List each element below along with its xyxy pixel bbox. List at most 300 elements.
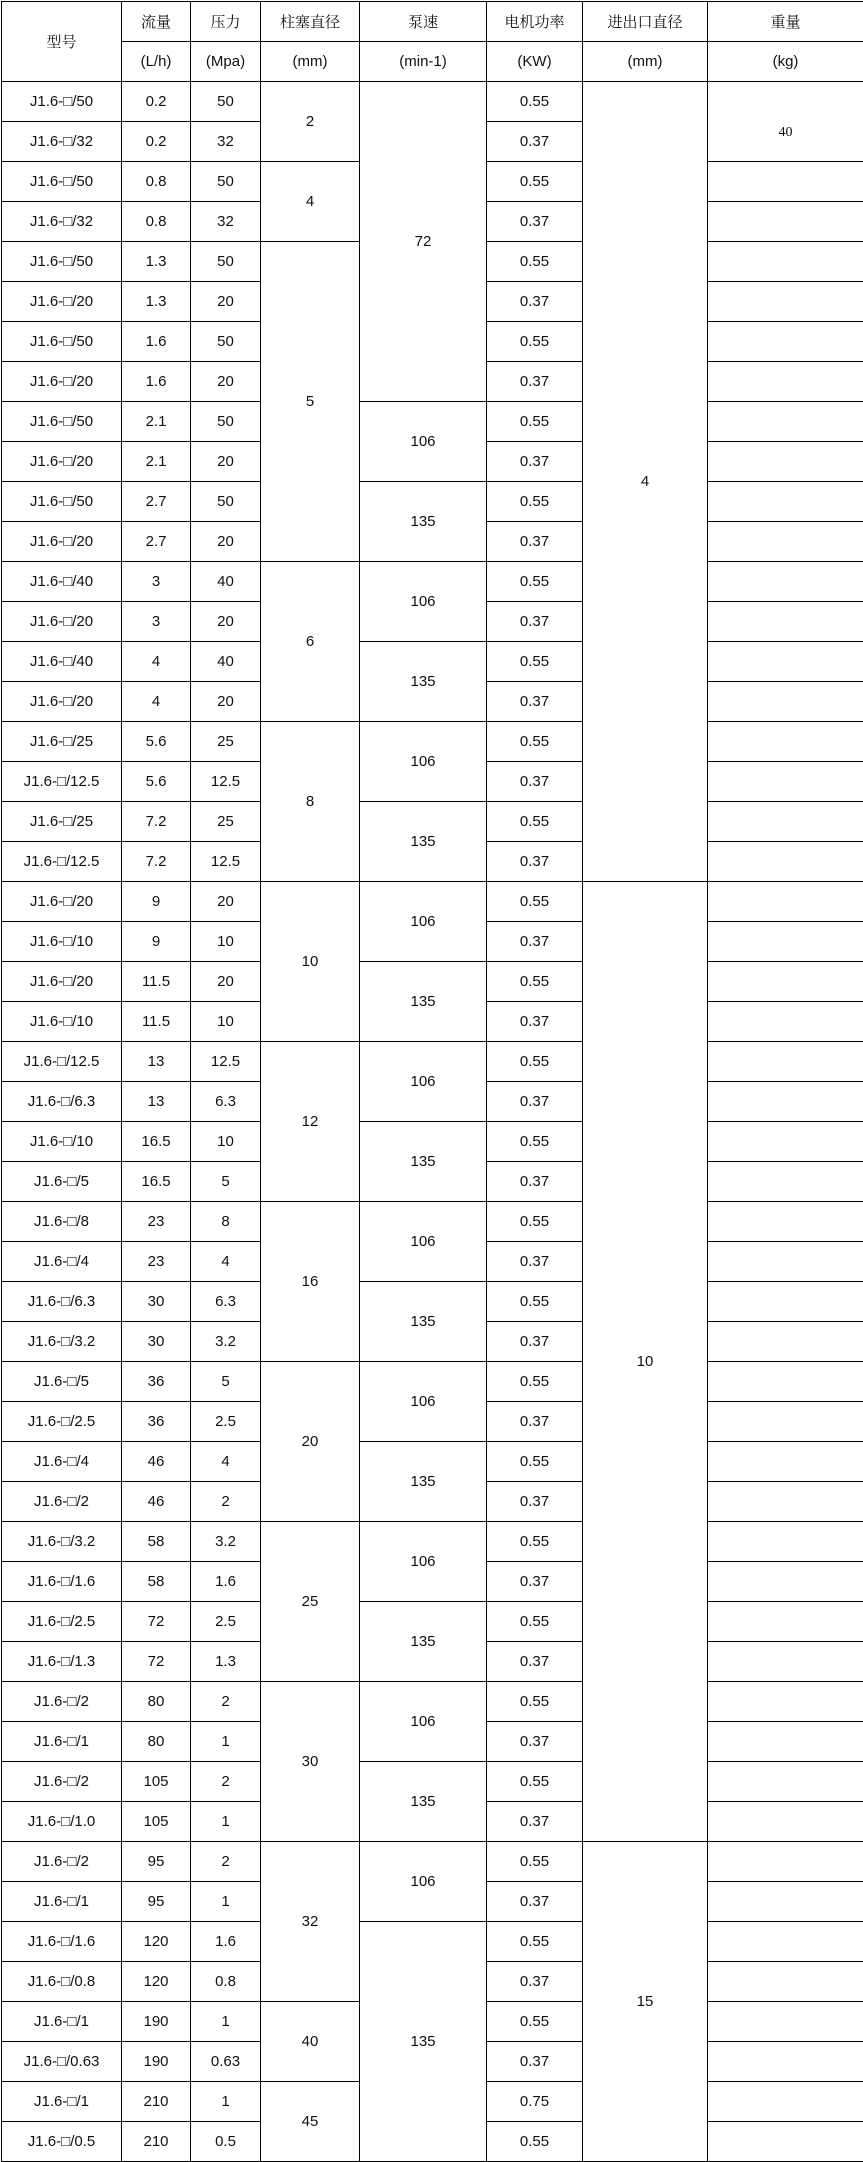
header-model: 型号: [2, 2, 122, 82]
table-row: [2, 1762, 863, 1802]
pump-speed-cell: 106: [360, 1202, 487, 1282]
pressure-cell: 2.5: [191, 1602, 261, 1642]
weight-cell: [708, 202, 863, 242]
pressure-cell: 20: [191, 882, 261, 922]
table-row: [2, 1362, 863, 1402]
motor-power-cell: 0.75: [487, 2082, 583, 2122]
flow-cell: 105: [122, 1762, 191, 1802]
pressure-cell: 2: [191, 1682, 261, 1722]
model-cell: J1.6-□/25: [2, 802, 122, 842]
flow-cell: 0.2: [122, 122, 191, 162]
pump-speed-cell: 135: [360, 1602, 487, 1682]
motor-power-cell: 0.55: [487, 1602, 583, 1642]
motor-power-cell: 0.37: [487, 1322, 583, 1362]
flow-cell: 95: [122, 1882, 191, 1922]
plunger-diameter-cell: 12: [261, 1042, 360, 1202]
plunger-diameter-cell: 4: [261, 162, 360, 242]
table-body: [2, 82, 863, 2162]
motor-power-cell: 0.55: [487, 1682, 583, 1722]
weight-cell: [708, 1522, 863, 1562]
pressure-cell: 3.2: [191, 1322, 261, 1362]
weight-cell: [708, 402, 863, 442]
model-cell: J1.6-□/20: [2, 882, 122, 922]
flow-cell: 58: [122, 1562, 191, 1602]
header-motor-power: 电机功率: [487, 2, 583, 42]
motor-power-cell: 0.37: [487, 2042, 583, 2082]
flow-cell: 36: [122, 1402, 191, 1442]
model-cell: J1.6-□/12.5: [2, 842, 122, 882]
pressure-cell: 50: [191, 322, 261, 362]
flow-cell: 58: [122, 1522, 191, 1562]
pressure-cell: 25: [191, 722, 261, 762]
flow-cell: 1.6: [122, 362, 191, 402]
motor-power-cell: 0.37: [487, 1162, 583, 1202]
weight-cell: [708, 242, 863, 282]
weight-cell: [708, 282, 863, 322]
weight-cell: [708, 162, 863, 202]
weight-cell: [708, 1402, 863, 1442]
pressure-cell: 2: [191, 1842, 261, 1882]
model-cell: J1.6-□/0.8: [2, 1962, 122, 2002]
pressure-cell: 1.3: [191, 1642, 261, 1682]
weight-cell: [708, 1562, 863, 1602]
weight-cell: [708, 1762, 863, 1802]
model-cell: J1.6-□/1: [2, 2082, 122, 2122]
pump-speed-cell: 106: [360, 1842, 487, 1922]
pump-speed-cell: 106: [360, 1042, 487, 1122]
pressure-cell: 50: [191, 82, 261, 122]
pressure-cell: 50: [191, 482, 261, 522]
weight-cell: [708, 1962, 863, 2002]
model-cell: J1.6-□/1.6: [2, 1562, 122, 1602]
motor-power-cell: 0.55: [487, 1522, 583, 1562]
header-port-diameter: 进出口直径: [583, 2, 708, 42]
weight-cell: [708, 1642, 863, 1682]
model-cell: J1.6-□/32: [2, 202, 122, 242]
pressure-cell: 0.5: [191, 2122, 261, 2162]
motor-power-cell: 0.37: [487, 922, 583, 962]
motor-power-cell: 0.37: [487, 602, 583, 642]
motor-power-cell: 0.37: [487, 1002, 583, 1042]
port-diameter-cell: 15: [583, 1842, 708, 2162]
motor-power-cell: 0.37: [487, 1882, 583, 1922]
plunger-diameter-cell: 10: [261, 882, 360, 1042]
model-cell: J1.6-□/2: [2, 1682, 122, 1722]
weight-cell: [708, 1882, 863, 1922]
pump-spec-table: [1, 1, 863, 2162]
pressure-cell: 20: [191, 602, 261, 642]
flow-cell: 9: [122, 882, 191, 922]
weight-cell: [708, 802, 863, 842]
motor-power-cell: 0.37: [487, 1482, 583, 1522]
weight-cell: [708, 682, 863, 722]
plunger-diameter-cell: 5: [261, 242, 360, 562]
model-cell: J1.6-□/10: [2, 1122, 122, 1162]
flow-cell: 23: [122, 1202, 191, 1242]
weight-cell: [708, 1322, 863, 1362]
model-cell: J1.6-□/20: [2, 602, 122, 642]
plunger-diameter-cell: 32: [261, 1842, 360, 2002]
model-cell: J1.6-□/20: [2, 362, 122, 402]
flow-cell: 2.7: [122, 522, 191, 562]
weight-cell: [708, 1442, 863, 1482]
model-cell: J1.6-□/50: [2, 482, 122, 522]
flow-cell: 46: [122, 1482, 191, 1522]
model-cell: J1.6-□/50: [2, 402, 122, 442]
motor-power-cell: 0.37: [487, 1802, 583, 1842]
flow-cell: 1.6: [122, 322, 191, 362]
motor-power-cell: 0.37: [487, 682, 583, 722]
flow-cell: 0.2: [122, 82, 191, 122]
flow-cell: 1.3: [122, 282, 191, 322]
flow-cell: 190: [122, 2042, 191, 2082]
weight-cell: [708, 1162, 863, 1202]
model-cell: J1.6-□/20: [2, 962, 122, 1002]
model-cell: J1.6-□/12.5: [2, 762, 122, 802]
flow-cell: 210: [122, 2082, 191, 2122]
table-row: [2, 1282, 863, 1322]
pressure-cell: 8: [191, 1202, 261, 1242]
pump-speed-cell: 135: [360, 1282, 487, 1362]
model-cell: J1.6-□/50: [2, 242, 122, 282]
weight-cell: [708, 602, 863, 642]
pressure-cell: 4: [191, 1242, 261, 1282]
motor-power-cell: 0.37: [487, 1722, 583, 1762]
table-row: [2, 562, 863, 602]
weight-cell: [708, 1002, 863, 1042]
weight-cell: [708, 882, 863, 922]
model-cell: J1.6-□/0.5: [2, 2122, 122, 2162]
model-cell: J1.6-□/40: [2, 642, 122, 682]
pressure-cell: 6.3: [191, 1282, 261, 1322]
motor-power-cell: 0.37: [487, 1082, 583, 1122]
model-cell: J1.6-□/4: [2, 1242, 122, 1282]
flow-cell: 95: [122, 1842, 191, 1882]
flow-cell: 11.5: [122, 962, 191, 1002]
pump-speed-cell: 135: [360, 482, 487, 562]
port-diameter-cell: 4: [583, 82, 708, 882]
motor-power-cell: 0.37: [487, 842, 583, 882]
flow-cell: 13: [122, 1082, 191, 1122]
table-row: [2, 962, 863, 1002]
pressure-cell: 25: [191, 802, 261, 842]
table-header: [2, 2, 863, 82]
motor-power-cell: 0.55: [487, 1282, 583, 1322]
pressure-cell: 1.6: [191, 1562, 261, 1602]
weight-cell: [708, 322, 863, 362]
flow-cell: 1.3: [122, 242, 191, 282]
header-pump-speed: 泵速: [360, 2, 487, 42]
weight-cell: [708, 2042, 863, 2082]
motor-power-cell: 0.37: [487, 122, 583, 162]
pressure-cell: 20: [191, 362, 261, 402]
weight-cell: 40: [708, 82, 863, 162]
model-cell: J1.6-□/1: [2, 2002, 122, 2042]
pressure-cell: 10: [191, 1002, 261, 1042]
weight-cell: [708, 522, 863, 562]
model-cell: J1.6-□/3.2: [2, 1522, 122, 1562]
weight-cell: [708, 642, 863, 682]
motor-power-cell: 0.55: [487, 962, 583, 1002]
weight-cell: [708, 1722, 863, 1762]
weight-cell: [708, 1042, 863, 1082]
table-row: [2, 402, 863, 442]
flow-cell: 105: [122, 1802, 191, 1842]
flow-cell: 2.1: [122, 442, 191, 482]
pump-speed-cell: 106: [360, 882, 487, 962]
model-cell: J1.6-□/8: [2, 1202, 122, 1242]
table-row: [2, 1842, 863, 1882]
model-cell: J1.6-□/40: [2, 562, 122, 602]
weight-cell: [708, 2002, 863, 2042]
weight-cell: [708, 1922, 863, 1962]
motor-power-cell: 0.37: [487, 1562, 583, 1602]
model-cell: J1.6-□/6.3: [2, 1282, 122, 1322]
header-flow: 流量: [122, 2, 191, 42]
unit-plunger-diameter: (mm): [261, 42, 360, 82]
model-cell: J1.6-□/32: [2, 122, 122, 162]
motor-power-cell: 0.55: [487, 802, 583, 842]
table-row: [2, 802, 863, 842]
weight-cell: [708, 842, 863, 882]
flow-cell: 4: [122, 642, 191, 682]
flow-cell: 2.1: [122, 402, 191, 442]
motor-power-cell: 0.55: [487, 1202, 583, 1242]
motor-power-cell: 0.55: [487, 1122, 583, 1162]
port-diameter-cell: 10: [583, 882, 708, 1842]
table-row: [2, 1682, 863, 1722]
model-cell: J1.6-□/2: [2, 1762, 122, 1802]
motor-power-cell: 0.55: [487, 1922, 583, 1962]
flow-cell: 80: [122, 1682, 191, 1722]
header-weight: 重量: [708, 2, 863, 42]
pump-speed-cell: 135: [360, 642, 487, 722]
pump-speed-cell: 135: [360, 1762, 487, 1842]
pump-speed-cell: 106: [360, 1522, 487, 1602]
header-plunger-diameter: 柱塞直径: [261, 2, 360, 42]
motor-power-cell: 0.55: [487, 82, 583, 122]
plunger-diameter-cell: 6: [261, 562, 360, 722]
pressure-cell: 1: [191, 1722, 261, 1762]
plunger-diameter-cell: 2: [261, 82, 360, 162]
pump-speed-cell: 106: [360, 402, 487, 482]
motor-power-cell: 0.37: [487, 1242, 583, 1282]
flow-cell: 190: [122, 2002, 191, 2042]
model-cell: J1.6-□/10: [2, 1002, 122, 1042]
flow-cell: 36: [122, 1362, 191, 1402]
weight-cell: [708, 922, 863, 962]
pressure-cell: 2: [191, 1762, 261, 1802]
flow-cell: 5.6: [122, 722, 191, 762]
motor-power-cell: 0.55: [487, 1842, 583, 1882]
pressure-cell: 20: [191, 522, 261, 562]
unit-pressure: (Mpa): [191, 42, 261, 82]
table-row: [2, 1922, 863, 1962]
flow-cell: 30: [122, 1322, 191, 1362]
unit-flow: (L/h): [122, 42, 191, 82]
weight-cell: [708, 2122, 863, 2162]
weight-cell: [708, 1242, 863, 1282]
model-cell: J1.6-□/2.5: [2, 1602, 122, 1642]
model-cell: J1.6-□/1.3: [2, 1642, 122, 1682]
pump-speed-cell: 135: [360, 802, 487, 882]
model-cell: J1.6-□/50: [2, 82, 122, 122]
motor-power-cell: 0.55: [487, 322, 583, 362]
pressure-cell: 1: [191, 2002, 261, 2042]
flow-cell: 0.8: [122, 162, 191, 202]
model-cell: J1.6-□/0.63: [2, 2042, 122, 2082]
pressure-cell: 0.8: [191, 1962, 261, 2002]
motor-power-cell: 0.37: [487, 282, 583, 322]
model-cell: J1.6-□/1: [2, 1722, 122, 1762]
plunger-diameter-cell: 20: [261, 1362, 360, 1522]
motor-power-cell: 0.37: [487, 362, 583, 402]
unit-pump-speed: (min-1): [360, 42, 487, 82]
motor-power-cell: 0.55: [487, 1362, 583, 1402]
flow-cell: 3: [122, 562, 191, 602]
model-cell: J1.6-□/25: [2, 722, 122, 762]
pump-speed-cell: 106: [360, 1362, 487, 1442]
model-cell: J1.6-□/5: [2, 1362, 122, 1402]
model-cell: J1.6-□/5: [2, 1162, 122, 1202]
table-row: [2, 82, 863, 122]
flow-cell: 7.2: [122, 802, 191, 842]
pressure-cell: 4: [191, 1442, 261, 1482]
flow-cell: 16.5: [122, 1162, 191, 1202]
table-row: [2, 642, 863, 682]
pump-speed-cell: 135: [360, 962, 487, 1042]
motor-power-cell: 0.37: [487, 442, 583, 482]
model-cell: J1.6-□/2.5: [2, 1402, 122, 1442]
flow-cell: 23: [122, 1242, 191, 1282]
header-pressure: 压力: [191, 2, 261, 42]
plunger-diameter-cell: 30: [261, 1682, 360, 1842]
flow-cell: 0.8: [122, 202, 191, 242]
motor-power-cell: 0.37: [487, 1642, 583, 1682]
motor-power-cell: 0.55: [487, 162, 583, 202]
pressure-cell: 32: [191, 202, 261, 242]
weight-cell: [708, 2082, 863, 2122]
flow-cell: 72: [122, 1642, 191, 1682]
flow-cell: 9: [122, 922, 191, 962]
pressure-cell: 1: [191, 1802, 261, 1842]
pressure-cell: 20: [191, 282, 261, 322]
flow-cell: 7.2: [122, 842, 191, 882]
weight-cell: [708, 1282, 863, 1322]
model-cell: J1.6-□/12.5: [2, 1042, 122, 1082]
weight-cell: [708, 1482, 863, 1522]
pressure-cell: 40: [191, 562, 261, 602]
pressure-cell: 32: [191, 122, 261, 162]
unit-port-diameter: (mm): [583, 42, 708, 82]
plunger-diameter-cell: 8: [261, 722, 360, 882]
pressure-cell: 50: [191, 402, 261, 442]
pump-speed-cell: 135: [360, 1922, 487, 2162]
pump-speed-cell: 106: [360, 722, 487, 802]
pressure-cell: 20: [191, 682, 261, 722]
table-row: [2, 1442, 863, 1482]
weight-cell: [708, 722, 863, 762]
model-cell: J1.6-□/1: [2, 1882, 122, 1922]
flow-cell: 72: [122, 1602, 191, 1642]
pump-speed-cell: 135: [360, 1442, 487, 1522]
pressure-cell: 5: [191, 1362, 261, 1402]
weight-cell: [708, 1682, 863, 1722]
pressure-cell: 20: [191, 442, 261, 482]
motor-power-cell: 0.37: [487, 762, 583, 802]
pressure-cell: 2: [191, 1482, 261, 1522]
model-cell: J1.6-□/1.0: [2, 1802, 122, 1842]
weight-cell: [708, 762, 863, 802]
header-row-units: [2, 42, 863, 82]
motor-power-cell: 0.55: [487, 402, 583, 442]
flow-cell: 11.5: [122, 1002, 191, 1042]
pressure-cell: 5: [191, 1162, 261, 1202]
pressure-cell: 2.5: [191, 1402, 261, 1442]
motor-power-cell: 0.55: [487, 1762, 583, 1802]
model-cell: J1.6-□/50: [2, 322, 122, 362]
motor-power-cell: 0.37: [487, 1962, 583, 2002]
table-row: [2, 1522, 863, 1562]
pressure-cell: 12.5: [191, 1042, 261, 1082]
model-cell: J1.6-□/2: [2, 1482, 122, 1522]
motor-power-cell: 0.55: [487, 882, 583, 922]
weight-cell: [708, 962, 863, 1002]
weight-cell: [708, 1602, 863, 1642]
flow-cell: 80: [122, 1722, 191, 1762]
table-row: [2, 1202, 863, 1242]
weight-cell: [708, 362, 863, 402]
weight-cell: [708, 562, 863, 602]
pressure-cell: 12.5: [191, 762, 261, 802]
model-cell: J1.6-□/20: [2, 442, 122, 482]
motor-power-cell: 0.37: [487, 1402, 583, 1442]
model-cell: J1.6-□/3.2: [2, 1322, 122, 1362]
motor-power-cell: 0.55: [487, 242, 583, 282]
flow-cell: 210: [122, 2122, 191, 2162]
plunger-diameter-cell: 25: [261, 1522, 360, 1682]
pressure-cell: 1.6: [191, 1922, 261, 1962]
pump-speed-cell: 106: [360, 1682, 487, 1762]
table-row: [2, 1042, 863, 1082]
pressure-cell: 3.2: [191, 1522, 261, 1562]
model-cell: J1.6-□/2: [2, 1842, 122, 1882]
pressure-cell: 50: [191, 162, 261, 202]
weight-cell: [708, 1202, 863, 1242]
pump-speed-cell: 135: [360, 1122, 487, 1202]
pressure-cell: 50: [191, 242, 261, 282]
weight-cell: [708, 1842, 863, 1882]
model-cell: J1.6-□/4: [2, 1442, 122, 1482]
flow-cell: 16.5: [122, 1122, 191, 1162]
table-row: [2, 1122, 863, 1162]
motor-power-cell: 0.37: [487, 522, 583, 562]
header-row-titles: [2, 2, 863, 42]
table-row: [2, 482, 863, 522]
table-row: [2, 722, 863, 762]
pressure-cell: 10: [191, 1122, 261, 1162]
pump-speed-cell: 106: [360, 562, 487, 642]
pump-speed-cell: 72: [360, 82, 487, 402]
model-cell: J1.6-□/20: [2, 522, 122, 562]
flow-cell: 13: [122, 1042, 191, 1082]
pressure-cell: 20: [191, 962, 261, 1002]
unit-weight: (kg): [708, 42, 863, 82]
model-cell: J1.6-□/20: [2, 282, 122, 322]
weight-cell: [708, 442, 863, 482]
weight-cell: [708, 1122, 863, 1162]
flow-cell: 2.7: [122, 482, 191, 522]
